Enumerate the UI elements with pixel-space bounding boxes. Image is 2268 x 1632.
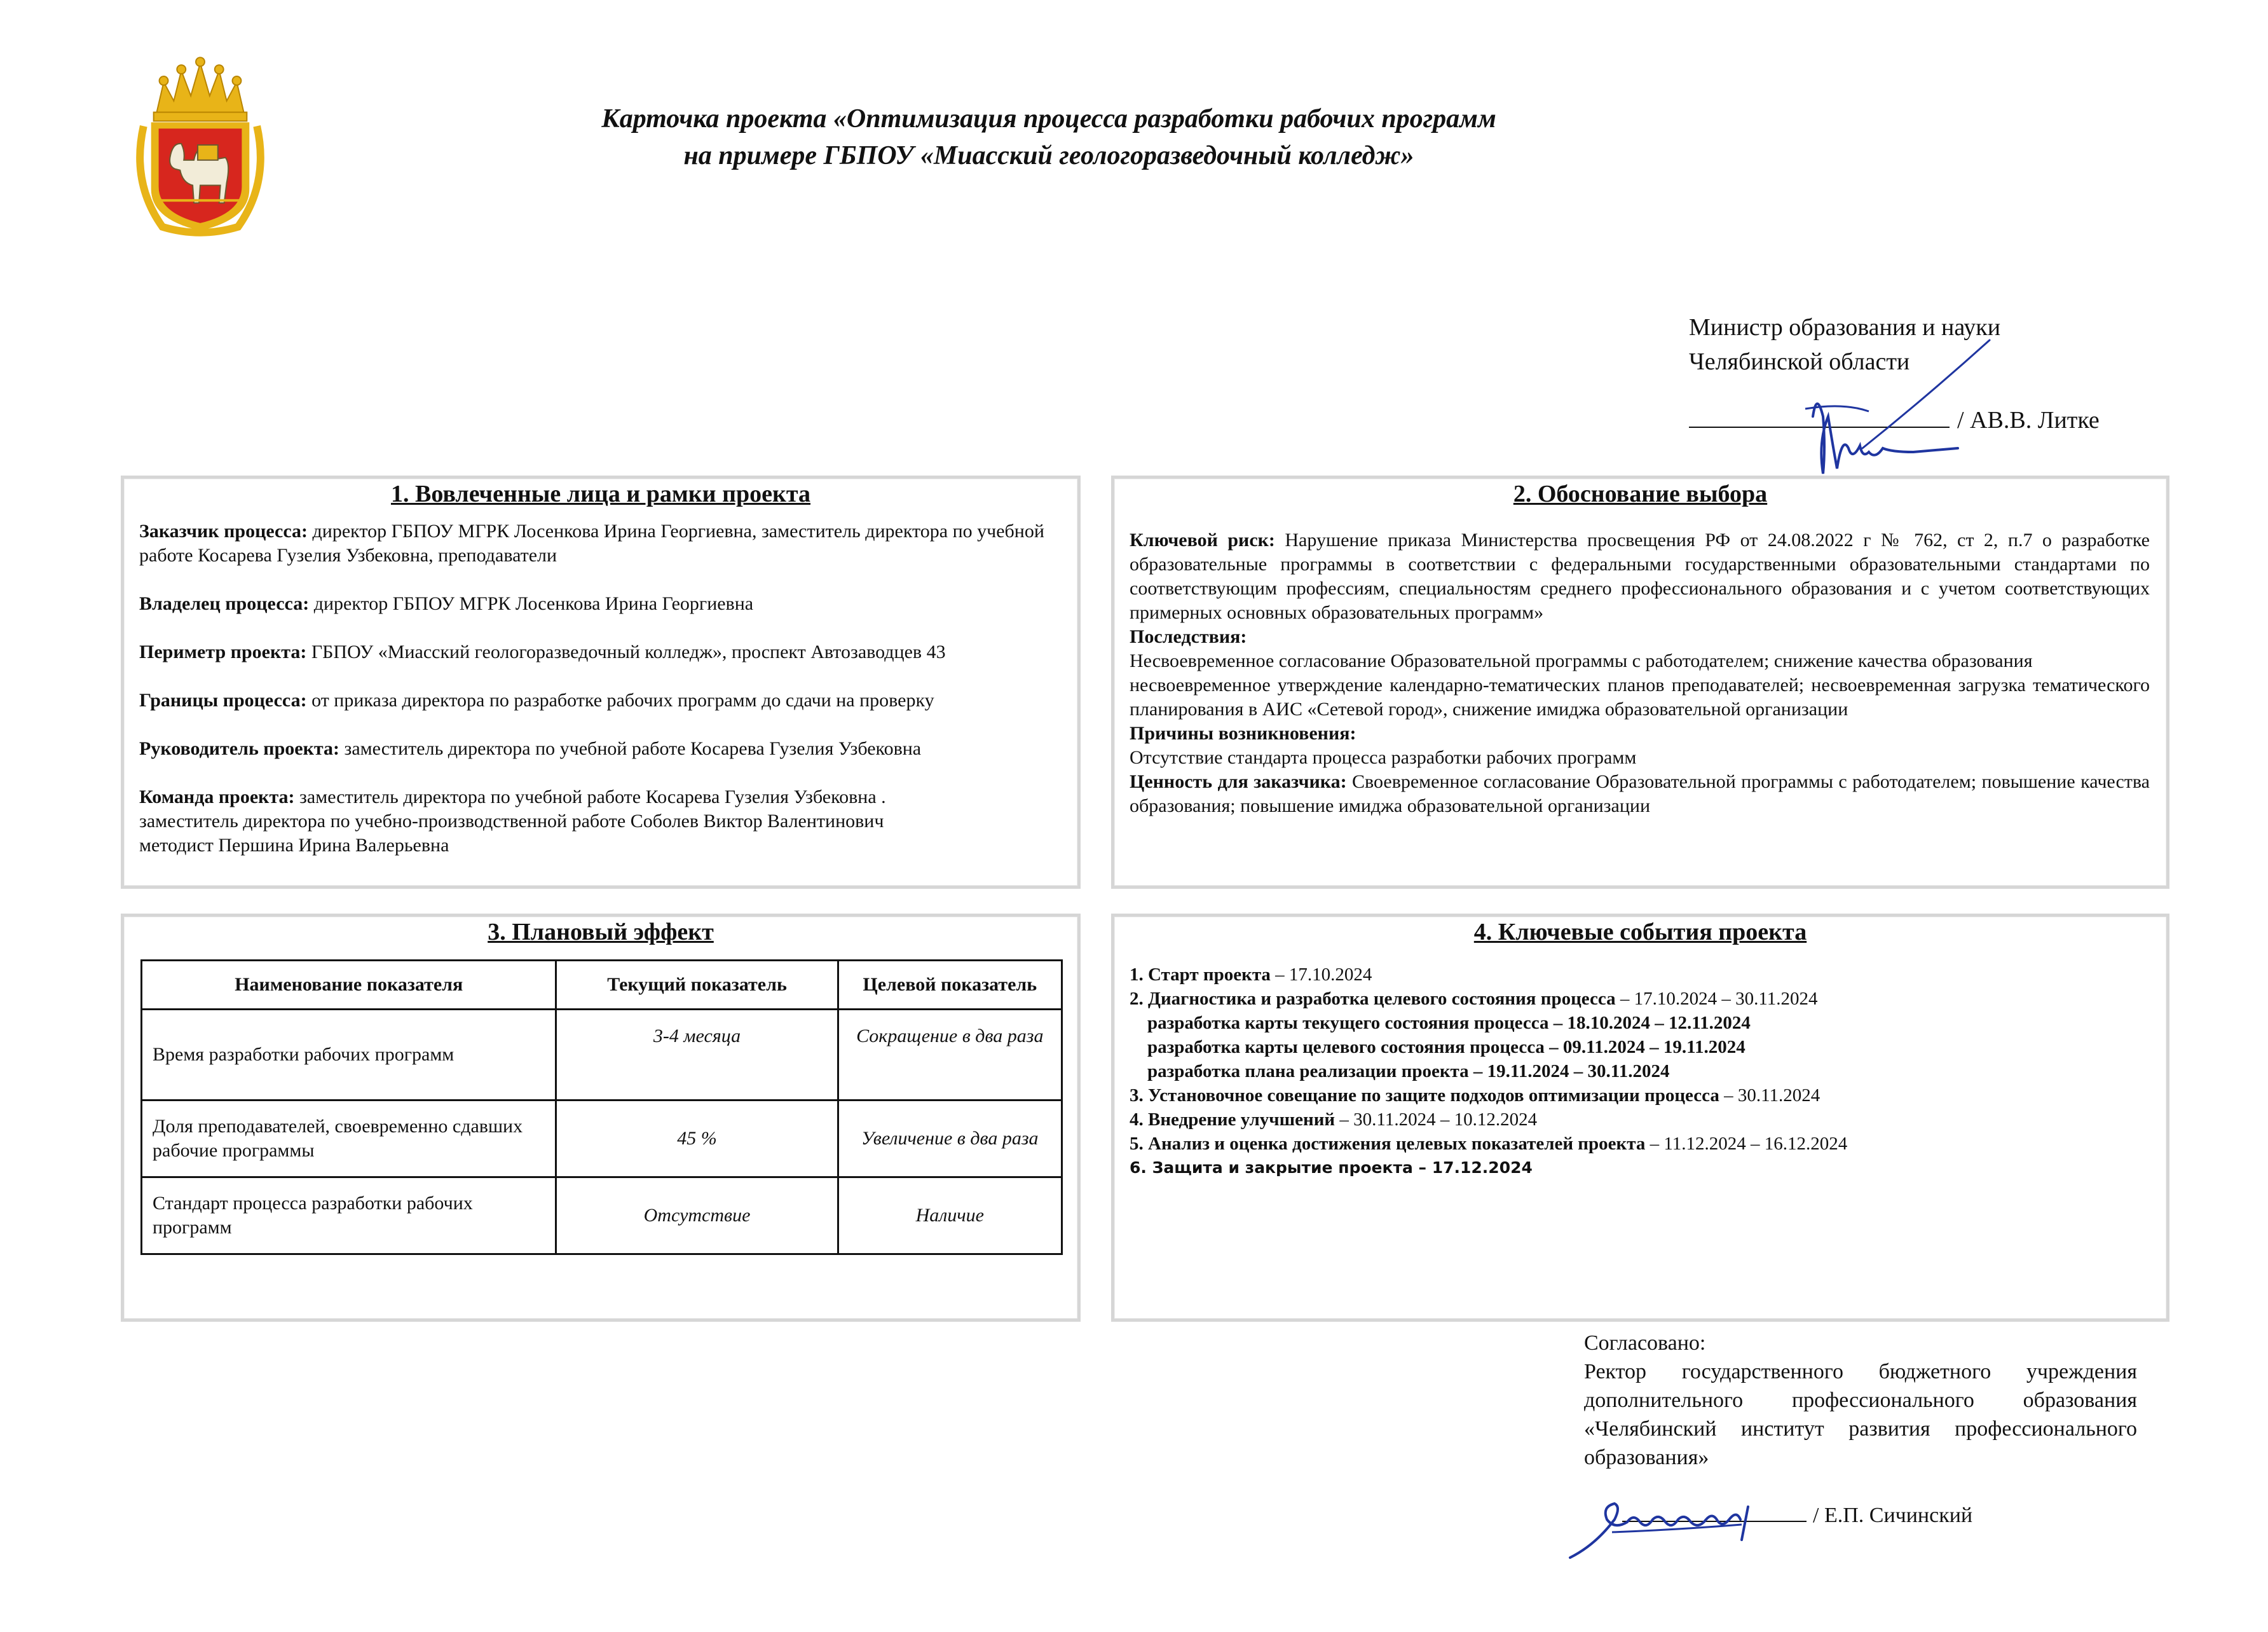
owner-text: директор ГБПОУ МГРК Лосенкова Ирина Георгиевна [313,593,754,614]
table-row [142,1010,1062,1101]
minister-signature-icon [1767,321,2034,486]
agreed-line-3: «Челябинский институт развития профессионального [1584,1417,2137,1441]
customer-text: директор ГБПОУ МГРК Лосенкова Ирина Георгиевна, заместитель директора по учебной работе Косарева Гузелия Узбековна, преподаватели [139,521,1044,566]
regional-coat-of-arms-icon [131,56,270,240]
customer-paragraph [139,519,1061,568]
panel-rationale [1111,476,2169,889]
panel-2-heading: 2. Обоснование выбора [1513,481,1768,507]
list-item: разработка карты целевого состояния процесса – 09.11.2024 – 19.11.2024 [1147,1037,1745,1057]
list-item: разработка плана реализации проекта – 19.11.2024 – 30.11.2024 [1147,1061,1670,1081]
approver-position-line-1: Министр образования и науки [1689,314,2001,341]
list-item: разработка карты текущего состояния процесса – 18.10.2024 – 12.11.2024 [1147,1013,1751,1033]
team-member-3: методист Першина Ирина Валерьевна [139,835,449,856]
current-value: Отсутствие [556,1177,838,1254]
table-row [142,1177,1062,1254]
rector-name: / Е.П. Сичинский [1813,1504,1973,1527]
list-item: 6. Защита и закрытие проекта – 17.12.2024 [1130,1158,1533,1177]
indicator-name: Стандарт процесса разработки рабочих программ [142,1177,556,1254]
agreed-title: Согласовано: [1584,1331,1706,1355]
team-paragraph [139,785,1061,858]
bounds-text: от приказа директора по разработке рабочих программ до сдачи на проверку [311,690,934,711]
causes-label: Причины возникновения: [1130,723,1356,744]
consequences-label: Последствия: [1130,626,1247,647]
risk-text: Нарушение приказа Министерства просвещения РФ от 24.08.2022 г № 762, ст 2, п.7 о разработке образовательные программы в соответствии с федеральными государственными образовательными стандартами по соответствующим профессиям, специальностям среднего профессионального образования и с учетом соответствующих примерных основных образовательных программ» [1130,530,2150,623]
agreed-line-4: образования» [1584,1446,1709,1469]
causes-text: Отсутствие стандарта процесса разработки рабочих программ [1130,747,1637,768]
panel-3-heading: 3. Плановый эффект [488,919,714,945]
list-item: 3. Установочное совещание по защите подходов оптимизации процесса – 30.11.2024 [1130,1085,1821,1106]
perimeter-label: Периметр проекта: [139,641,307,662]
team-member-2: заместитель директора по учебно-производственной работе Соболев Виктор Валентинович [139,811,884,832]
column-header-current: Текущий показатель [556,961,838,1010]
agreed-block [1584,1329,2137,1472]
rector-signature-icon [1551,1469,1818,1564]
panel-1-heading: 1. Вовлеченные лица и рамки проекта [390,481,810,507]
list-item: 5. Анализ и оценка достижения целевых показателей проекта – 11.12.2024 – 16.12.2024 [1130,1134,1848,1154]
agreed-line-1: Ректор государственного бюджетного учреждения [1584,1360,2137,1383]
table-row [142,1101,1062,1177]
consequences-text: несвоевременное утверждение календарно-тематических планов преподавателей; несвоевременная загрузка тематического планирования в АИС «Сетевой город», снижение имиджа образовательной организации [1130,675,2150,720]
title-line-2: на примере ГБПОУ «Миасский геологоразведочный колледж» [683,141,1414,170]
events-list [1130,963,2153,1180]
panel-key-events [1111,914,2169,1322]
owner-label: Владелец процесса: [139,593,310,614]
agreed-line-2: дополнительного профессионального образования [1584,1389,2137,1412]
team-label: Команда проекта: [139,786,295,807]
panel-2-content [1130,528,2150,818]
approver-name: / АВ.В. Литке [1957,407,2100,434]
approver-position-line-2: Челябинской области [1689,348,1910,375]
leader-paragraph [139,737,1061,761]
list-item: 1. Старт проекта – 17.10.2024 [1130,964,1372,985]
current-value: 45 % [556,1101,838,1177]
risk-label: Ключевой риск: [1130,530,1275,551]
value-label: Ценность для заказчика: [1130,771,1347,792]
perimeter-text: ГБПОУ «Миасский геологоразведочный колледж», проспект Автозаводцев 43 [311,641,946,662]
team-member-1: заместитель директора по учебной работе Косарева Гузелия Узбековна . [299,786,886,807]
leader-label: Руководитель проекта: [139,738,339,759]
risk-paragraph [1130,528,2150,625]
panel-planned-effect [121,914,1081,1322]
leader-text: заместитель директора по учебной работе Косарева Гузелия Узбековна [344,738,922,759]
table-header-row [142,961,1062,1010]
target-value: Наличие [838,1177,1062,1254]
panel-stakeholders [121,476,1081,889]
perimeter-paragraph [139,640,1061,664]
target-value: Увеличение в два раза [838,1101,1062,1177]
indicator-name: Доля преподавателей, своевременно сдавших рабочие программы [142,1101,556,1177]
customer-label: Заказчик процесса: [139,521,308,542]
target-value: Сокращение в два раза [838,1010,1062,1101]
owner-paragraph [139,592,1061,616]
list-item: 4. Внедрение улучшений – 30.11.2024 – 10.12.2024 [1130,1109,1538,1130]
document-title [445,100,1653,174]
bounds-paragraph [139,689,1061,713]
value-paragraph [1130,770,2150,818]
panel-4-heading: 4. Ключевые события проекта [1473,919,1807,945]
column-header-indicator: Наименование показателя [142,961,556,1010]
indicator-name: Время разработки рабочих программ [142,1010,556,1101]
list-item: 2. Диагностика и разработка целевого состояния процесса – 17.10.2024 – 30.11.2024 [1130,989,1818,1009]
column-header-target: Целевой показатель [838,961,1062,1010]
value-text: Своевременное согласование Образовательной программы с работодателем; повышение качества образования; повышение имиджа образовательной организации [1130,771,2150,816]
title-line-1: Карточка проекта «Оптимизация процесса разработки рабочих программ [601,104,1496,134]
consequences-line-1: Несвоевременное согласование Образовательной программы с работодателем; снижение качества образования [1130,650,2033,671]
effect-table [140,959,1063,1255]
panel-1-content [139,519,1061,858]
current-value: 3-4 месяца [556,1010,838,1101]
bounds-label: Границы процесса: [139,690,307,711]
